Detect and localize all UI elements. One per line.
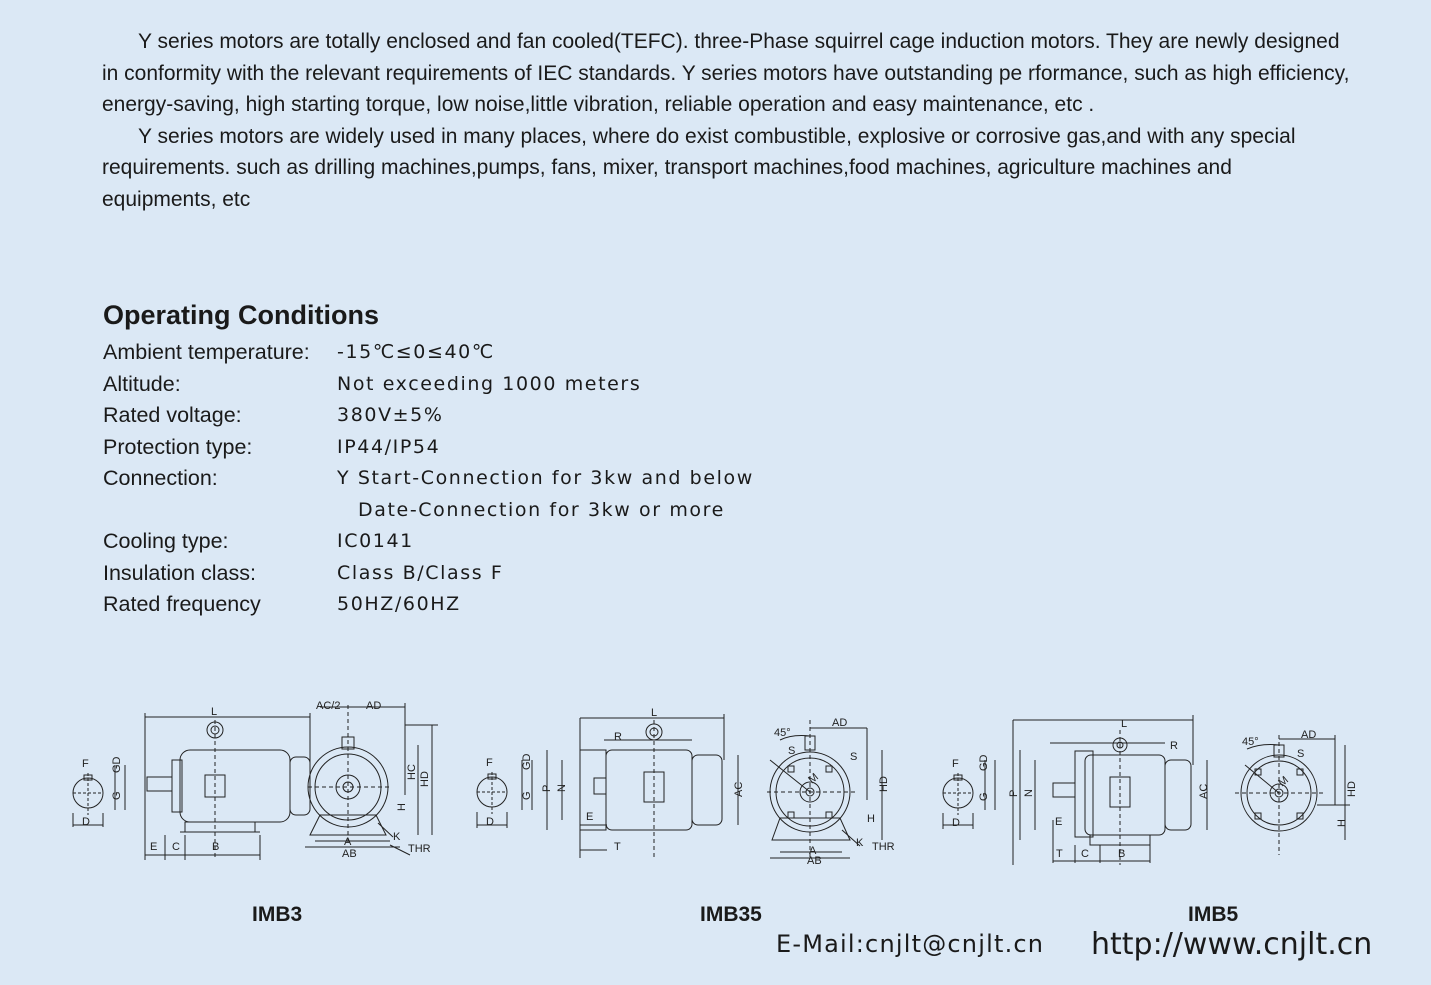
svg-text:K: K (393, 831, 401, 843)
svg-text:L: L (1121, 718, 1128, 730)
imb5-drawing (925, 705, 1370, 875)
intro-paragraph-2: Y series motors are widely used in many places, where do exist combustible, explosive or corrosive gas,and with any special requirements. such as drilling machines,pumps, fans, mixer, transport machines,food machines, agriculture machines and equipments, etc (102, 124, 1296, 211)
condition-value: Date-Connection for 3kw or more (358, 498, 725, 521)
svg-text:P: P (541, 784, 553, 792)
operating-conditions-heading: Operating Conditions (103, 300, 379, 330)
imb35-label: IMB35 (700, 903, 762, 926)
svg-text:G: G (111, 791, 123, 800)
condition-value: 50HZ/60HZ (337, 593, 461, 615)
svg-text:L: L (211, 706, 218, 718)
svg-text:F: F (82, 758, 89, 770)
svg-text:T: T (1056, 848, 1063, 860)
condition-label: Ambient temperature: (103, 340, 310, 364)
website-url[interactable]: http://www.cnjlt.cn (1091, 927, 1373, 962)
svg-text:H: H (396, 803, 408, 811)
condition-value: IP44/IP54 (337, 435, 441, 458)
condition-value: Not exceeding 1000 meters (337, 372, 642, 395)
svg-text:L: L (651, 707, 658, 719)
imb3-label: IMB3 (252, 903, 303, 926)
svg-text:HD: HD (878, 776, 890, 792)
svg-text:T: T (614, 841, 621, 853)
svg-text:AB: AB (807, 855, 822, 867)
imb3-drawing (60, 695, 450, 875)
svg-text:GD: GD (111, 756, 123, 773)
svg-text:K: K (856, 837, 864, 849)
svg-text:R: R (1170, 740, 1178, 752)
svg-text:THR: THR (408, 843, 431, 855)
svg-text:F: F (486, 757, 493, 769)
svg-text:45°: 45° (1242, 736, 1259, 748)
svg-text:THR: THR (872, 841, 895, 853)
condition-label: Rated frequency (103, 592, 261, 616)
condition-label: Protection type: (103, 434, 253, 459)
condition-label: Rated voltage: (103, 403, 242, 427)
svg-text:H: H (1336, 819, 1348, 827)
svg-text:A: A (809, 845, 817, 857)
svg-text:E: E (1055, 816, 1063, 828)
svg-text:AC: AC (733, 781, 745, 797)
svg-text:S: S (788, 745, 796, 757)
intro-paragraph-1: Y series motors are totally enclosed and fan cooled(TEFC). three-Phase squirrel cage induction motors. They are newly designed in conformity with the relevant requirements of IEC standards. Y series motors have outstanding pe rformance, such as high efficiency, energy-saving, high starting torque, low noise,little vibration, reliable operation and easy maintenance, etc . (102, 30, 1350, 116)
imb5-label: IMB5 (1188, 903, 1239, 926)
svg-text:G: G (521, 791, 533, 800)
svg-text:R: R (614, 731, 622, 743)
svg-text:HD: HD (419, 771, 431, 787)
svg-text:S: S (1297, 748, 1305, 760)
svg-text:C: C (1081, 848, 1089, 860)
condition-label: Altitude: (103, 371, 181, 396)
contact-email[interactable]: E-Mail:cnjlt@cnjlt.cn (776, 930, 1045, 958)
svg-text:N: N (1023, 789, 1035, 797)
svg-text:B: B (212, 841, 220, 853)
svg-text:D: D (82, 816, 90, 828)
svg-text:GD: GD (978, 754, 990, 771)
svg-text:F: F (952, 758, 959, 770)
svg-text:S: S (850, 751, 858, 763)
svg-text:N: N (556, 784, 568, 792)
svg-text:M: M (1276, 774, 1291, 790)
condition-label: Cooling type: (103, 529, 229, 553)
svg-text:E: E (150, 841, 158, 853)
svg-text:HC: HC (406, 764, 418, 780)
svg-text:AD: AD (832, 717, 848, 729)
condition-label: Insulation class: (103, 560, 256, 585)
intro-text (102, 26, 1352, 215)
svg-text:AC/2: AC/2 (316, 700, 341, 712)
svg-text:D: D (486, 816, 494, 828)
svg-text:AB: AB (342, 848, 357, 860)
condition-value: 380V±5% (337, 404, 444, 426)
svg-text:H: H (867, 813, 875, 825)
svg-text:B: B (1118, 848, 1126, 860)
svg-text:AD: AD (366, 700, 382, 712)
svg-text:D: D (952, 817, 960, 829)
condition-label: Connection: (103, 466, 218, 490)
condition-value: Class B/Class F (337, 561, 504, 584)
imb35-drawing (462, 700, 912, 875)
svg-text:HD: HD (1346, 781, 1358, 797)
svg-text:G: G (978, 792, 990, 801)
svg-text:P: P (1008, 789, 1020, 797)
svg-text:E: E (586, 811, 594, 823)
svg-text:AD: AD (1301, 729, 1317, 741)
condition-value: -15℃≤0≤40℃ (337, 341, 495, 363)
svg-text:C: C (172, 841, 180, 853)
svg-text:AC: AC (1198, 783, 1210, 799)
svg-text:A: A (344, 836, 352, 848)
svg-text:M: M (806, 771, 821, 787)
svg-text:45°: 45° (774, 727, 791, 739)
condition-value: IC0141 (337, 530, 414, 552)
svg-text:GD: GD (521, 753, 533, 770)
condition-value: Y Start-Connection for 3kw and below (337, 467, 754, 489)
